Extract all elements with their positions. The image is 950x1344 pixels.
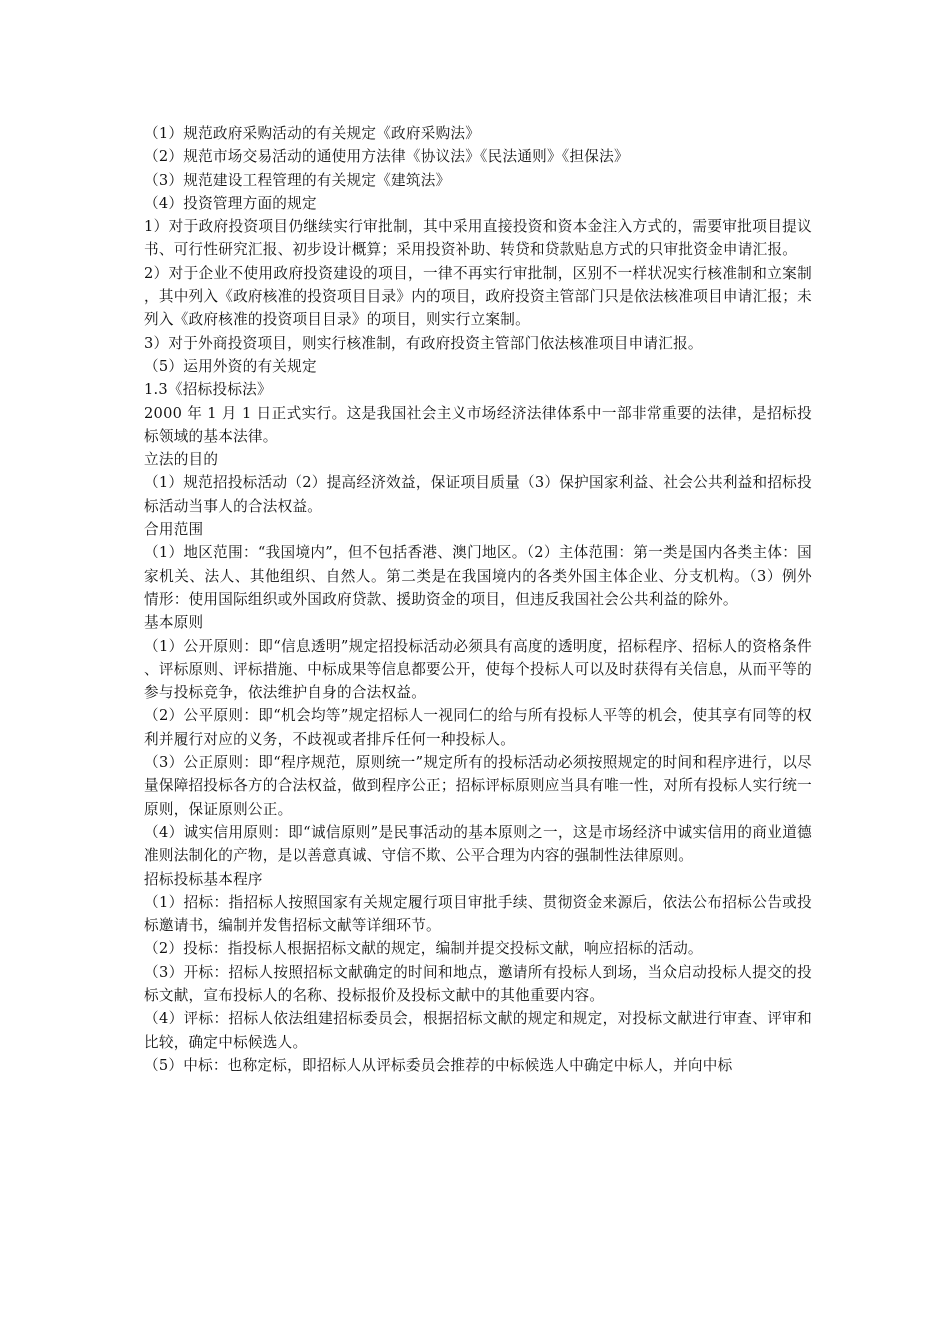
paragraph: 1）对于政府投资项目仍继续实行审批制，其中采用直接投资和资本金注入方式的，需要审批项目提议书、可行性研究汇报、初步设计概算；采用投资补助、转贷和贷款贴息方式的只审批资金申请汇报。 — [144, 218, 812, 259]
paragraph: （2）规范市场交易活动的通使用方法律《协议法》《民法通则》《担保法》 — [144, 148, 629, 166]
paragraph: 3）对于外商投资项目，则实行核准制，有政府投资主管部门依法核准项目申请汇报。 — [144, 334, 703, 352]
subheading: 招标投标基本程序 — [144, 870, 263, 888]
paragraph: （1）规范招投标活动（2）提高经济效益，保证项目质量（3）保护国家利益、社会公共利益和招标投标活动当事人的合法权益。 — [144, 474, 812, 515]
paragraph: （5）中标：也称定标，即招标人从评标委员会推荐的中标候选人中确定中标人，并向中标 — [144, 1056, 733, 1074]
paragraph: （1）地区范围：“我国境内”，但不包括香港、澳门地区。（2）主体范围：第一类是国内各类主体：国家机关、法人、其他组织、自然人。第二类是在我国境内的各类外国主体企业、分支机构。（3）例外情形：使用国际组织或外国政府贷款、援助资金的项目，但违反我国社会公共利益的除外。 — [144, 544, 812, 608]
paragraph: （3）规范建设工程管理的有关规定《建筑法》 — [144, 171, 451, 189]
subheading: 基本原则 — [144, 614, 204, 632]
paragraph: （4）评标：招标人依法组建招标委员会，根据招标文献的规定和规定，对投标文献进行审查、评审和比较，确定中标候选人。 — [144, 1010, 812, 1051]
subheading: 立法的目的 — [144, 451, 219, 469]
paragraph: （4）投资管理方面的规定 — [144, 194, 317, 212]
paragraph: （2）公平原则：即“机会均等”规定招标人一视同仁的给与所有投标人平等的机会，使其享有同等的权利并履行对应的义务，不歧视或者排斥任何一种投标人。 — [144, 707, 812, 748]
paragraph: 2000 年 1 月 1 日正式实行。这是我国社会主义市场经济法律体系中一部非常重要的法律，是招标投标领域的基本法律。 — [144, 404, 812, 445]
paragraph: （1）公开原则：即“信息透明”规定招投标活动必须具有高度的透明度，招标程序、招标人的资格条件、评标原则、评标措施、中标成果等信息都要公开，使每个投标人可以及时获得有关信息，从而平等的参与投标竞争，依法维护自身的合法权益。 — [144, 637, 812, 702]
paragraph: （3）开标：招标人按照招标文献确定的时间和地点，邀请所有投标人到场，当众启动投标人提交的投标文献，宣布投标人的名称、投标报价及投标文献中的其他重要内容。 — [144, 963, 812, 1004]
paragraph: （3）公正原则：即“程序规范，原则统一”规定所有的投标活动必须按照规定的时间和程序进行，以尽量保障招投标各方的合法权益，做到程序公正；招标评标原则应当具有唯一性，对所有投标人实行统一原则，保证原则公正。 — [144, 754, 812, 818]
paragraph: （1）招标：指招标人按照国家有关规定履行项目审批手续、贯彻资金来源后，依法公布招标公告或投标邀请书，编制并发售招标文献等详细环节。 — [144, 893, 812, 935]
paragraph: （1）规范政府采购活动的有关规定《政府采购法》 — [144, 125, 481, 142]
paragraph: （5）运用外资的有关规定 — [144, 357, 317, 375]
paragraph: （2）投标：指投标人根据招标文献的规定，编制并提交投标文献，响应招标的活动。 — [144, 940, 703, 958]
subheading: 合用范围 — [144, 521, 204, 539]
paragraph: （4）诚实信用原则：即“诚信原则”是民事活动的基本原则之一，这是市场经济中诚实信用的商业道德准则法制化的产物，是以善意真诚、守信不欺、公平合理为内容的强制性法律原则。 — [144, 823, 812, 865]
document-page — [144, 122, 812, 1077]
paragraph: 2）对于企业不使用政府投资建设的项目，一律不再实行审批制，区别不一样状况实行核准制和立案制，其中列入《政府核准的投资项目目录》内的项目，政府投资主管部门只是依法核准项目申请汇报；未列入《政府核准的投资项目目录》的项目，则实行立案制。 — [144, 264, 812, 329]
section-heading: 1.3《招标投标法》 — [144, 381, 272, 399]
